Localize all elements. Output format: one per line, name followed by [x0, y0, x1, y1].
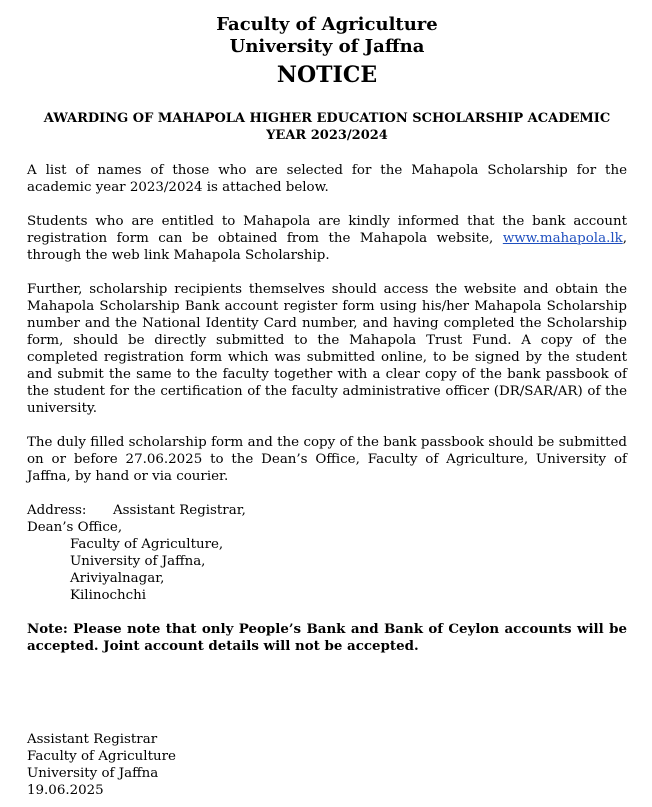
paragraph-text: Students who are entitled to Mahapola are kindly informed that the bank account registration form can be obtained from the Mahapola website,	[27, 214, 627, 246]
note-bold: Note: Please note that only People’s Bank and Bank of Ceylon accounts will be accepted. Joint account details will not be accepted.	[27, 621, 627, 654]
address-line: Kilinochchi	[70, 588, 147, 603]
address-line: University of Jaffna,	[70, 554, 206, 569]
paragraph-selection-list: A list of names of those who are selected for the Mahapola Scholarship for the academic year 2023/2024 is attached below.	[27, 163, 627, 195]
notice-document	[27, 14, 627, 655]
paragraph-registration-form	[27, 213, 627, 264]
signatory-faculty: Faculty of Agriculture	[27, 749, 176, 764]
subject-line-2: YEAR 2023/2024	[266, 128, 388, 143]
paragraph-text: , through the web link Mahapola Scholarship.	[27, 231, 627, 263]
subject-heading	[27, 110, 627, 144]
notice-date: 19.06.2025	[27, 783, 104, 798]
signature-block	[27, 731, 176, 799]
signatory-university: University of Jaffna	[27, 766, 159, 781]
address-line: Ariviyalnagar,	[70, 571, 165, 586]
document-header	[27, 14, 627, 90]
address-line: Faculty of Agriculture,	[70, 537, 224, 552]
faculty-title: Faculty of Agriculture	[216, 14, 438, 35]
subject-line-1: AWARDING OF MAHAPOLA HIGHER EDUCATION SCHOLARSHIP ACADEMIC	[43, 111, 611, 126]
university-title: University of Jaffna	[229, 36, 425, 57]
address-label: Address:	[27, 503, 87, 518]
paragraph-instructions: Further, scholarship recipients themselves should access the website and obtain the Mahapola Scholarship Bank account register form using his/her Mahapola Scholarship number and the National Identity Card number, and having completed the Scholarship form, should be directly submitted to the Mahapola Trust Fund. A copy of the completed registration form which was submitted online, to be signed by the student and submit the same to the faculty together with a clear copy of the bank passbook of the student for the certification of the faculty administrative officer (DR/SAR/AR) of the university.	[27, 282, 627, 416]
mahapola-website-link[interactable]: www.mahapola.lk	[502, 231, 623, 246]
address-block	[27, 502, 627, 604]
address-first-line	[27, 502, 627, 519]
address-line: Assistant Registrar,	[113, 503, 246, 518]
notice-title: NOTICE	[276, 62, 378, 88]
address-line: Dean’s Office,	[27, 520, 123, 535]
signatory-title: Assistant Registrar	[27, 732, 158, 747]
paragraph-deadline: The duly filled scholarship form and the copy of the bank passbook should be submitted on or before 27.06.2025 to the Dean’s Office, Faculty of Agriculture, University of Jaffna, by hand or via courier.	[27, 435, 627, 484]
